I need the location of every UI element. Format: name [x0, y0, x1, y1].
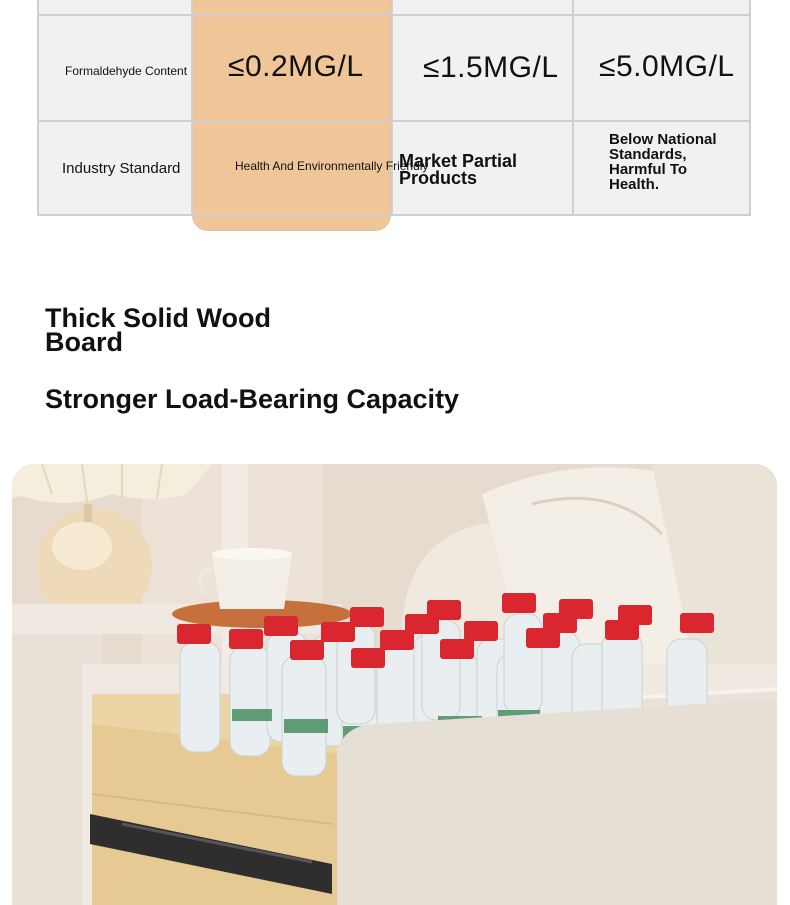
- row-label-formaldehyde: Formaldehyde Content: [65, 64, 188, 78]
- grid-line-col-1: [37, 0, 39, 216]
- comparison-table: [37, 0, 751, 216]
- heading-load-bearing: Stronger Load-Bearing Capacity: [45, 384, 460, 414]
- value-below-national: ≤5.0MG/L: [599, 50, 735, 83]
- grid-line-bottom: [37, 214, 751, 216]
- grid-line-col-2: [191, 0, 193, 216]
- row-label-industry-standard: Industry Standard: [62, 160, 181, 177]
- standard-below-national: Below National Standards, Harmful To Health.: [609, 131, 717, 193]
- value-market-partial: ≤1.5MG/L: [423, 51, 559, 84]
- grid-line-col-4: [572, 0, 574, 216]
- product-photo: [12, 464, 777, 905]
- heading-thick-solid-wood: Thick Solid Wood Board: [45, 303, 271, 357]
- product-photo-illustration: [12, 464, 777, 905]
- grid-line-col-5: [749, 0, 751, 216]
- grid-line-top-row: [37, 14, 751, 16]
- grid-line-col-3: [391, 0, 393, 216]
- grid-line-middle-row: [37, 120, 751, 122]
- value-health-friendly: ≤0.2MG/L: [228, 50, 364, 83]
- standard-health-friendly: Health And Environmentally Friendly: [235, 159, 429, 173]
- standard-market-partial: Market Partial Products: [399, 151, 518, 188]
- highlight-column: [192, 0, 391, 231]
